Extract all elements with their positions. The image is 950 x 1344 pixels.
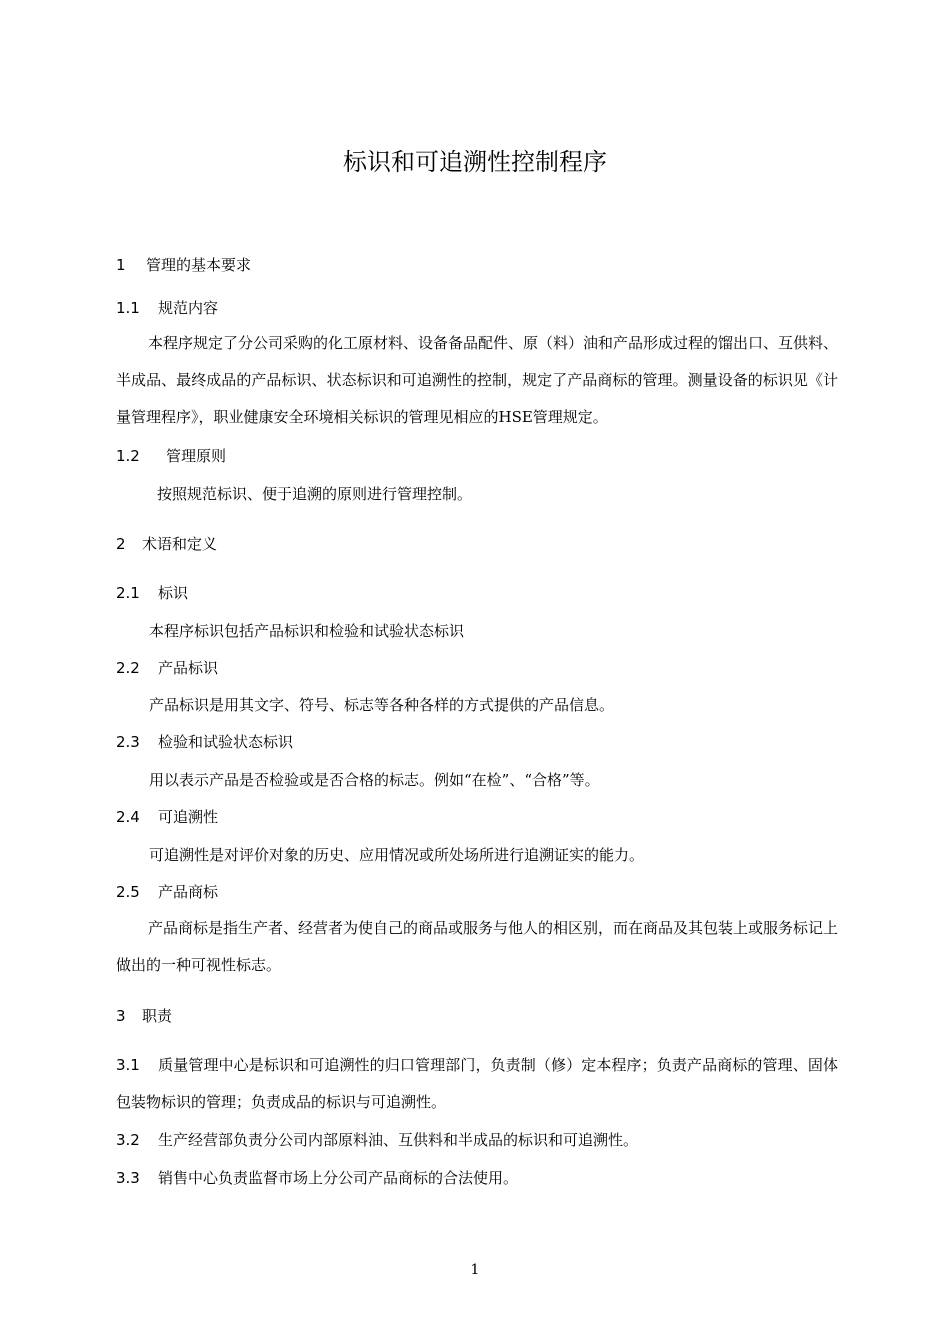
section-2-5-heading: [116, 882, 218, 902]
section-number: 3.3: [116, 1169, 140, 1187]
section-3-3-paragraph: [116, 1168, 518, 1188]
section-title: 管理的基本要求: [146, 256, 252, 274]
section-title: 产品商标: [158, 883, 219, 901]
section-3-heading: [116, 1006, 172, 1026]
section-3-1-paragraph: [116, 1047, 838, 1121]
paragraph-text: 生产经营部负责分公司内部原料油、互供料和半成品的标识和可追溯性。: [158, 1131, 639, 1149]
section-number: 1.2: [116, 447, 140, 465]
section-title: 标识: [158, 584, 189, 602]
section-2-heading: [116, 534, 217, 554]
section-2-2-heading: [116, 658, 218, 678]
section-title: 职责: [142, 1007, 173, 1025]
paragraph-text: 销售中心负责监督市场上分公司产品商标的合法使用。: [158, 1169, 519, 1187]
section-title: 检验和试验状态标识: [158, 733, 294, 751]
section-2-3-paragraph: 用以表示产品是否检验或是否合格的标志。例如“在检”、“合格”等。: [149, 771, 600, 789]
section-1-2-paragraph: 按照规范标识、便于追溯的原则进行管理控制。: [157, 485, 473, 503]
section-1-2-heading: [116, 446, 226, 466]
section-2-1-heading: [116, 583, 188, 603]
section-1-1-heading: [116, 298, 218, 318]
section-2-1-paragraph: 本程序标识包括产品标识和检验和试验状态标识: [149, 622, 465, 640]
paragraph-text: 质量管理中心是标识和可追溯性的归口管理部门，负责制（修）定本程序；负责产品商标的管理、固体包装物标识的管理；负责成品的标识与可追溯性。: [116, 1056, 838, 1111]
page-number: 1: [470, 1262, 480, 1278]
section-number: 3.1: [116, 1056, 140, 1074]
section-2-4-paragraph: 可追溯性是对评价对象的历史、应用情况或所处场所进行追溯证实的能力。: [149, 846, 645, 864]
section-number: 1: [116, 256, 126, 274]
section-number: 2.4: [116, 808, 140, 826]
section-2-5-paragraph: 产品商标是指生产者、经营者为使自己的商品或服务与他人的相区别，而在商品及其包装上或服务标记上做出的一种可视性标志。: [116, 919, 839, 974]
section-number: 3: [116, 1007, 126, 1025]
section-2-2-paragraph: 产品标识是用其文字、符号、标志等各种各样的方式提供的产品信息。: [149, 696, 615, 714]
section-title: 规范内容: [158, 299, 219, 317]
section-title: 术语和定义: [142, 535, 218, 553]
section-2-4-heading: [116, 807, 218, 827]
section-number: 3.2: [116, 1131, 140, 1149]
section-number: 2.2: [116, 659, 140, 677]
section-number: 2.5: [116, 883, 140, 901]
section-number: 2.1: [116, 584, 140, 602]
section-title: 管理原则: [166, 447, 227, 465]
document-title: 标识和可追溯性控制程序: [343, 148, 607, 176]
section-title: 产品标识: [158, 659, 219, 677]
section-2-3-heading: [116, 732, 293, 752]
section-number: 2: [116, 535, 126, 553]
section-number: 1.1: [116, 299, 140, 317]
section-1-heading: [116, 255, 251, 275]
section-3-2-paragraph: [116, 1130, 638, 1150]
section-title: 可追溯性: [158, 808, 219, 826]
section-number: 2.3: [116, 733, 140, 751]
section-1-1-paragraph: 本程序规定了分公司采购的化工原材料、设备备品配件、原（料）油和产品形成过程的馏出口、互供料、半成品、最终成品的产品标识、状态标识和可追溯性的控制，规定了产品商标的管理。测量设备的标识见《计量管理程序》，职业健康安全环境相关标识的管理见相应的HSE管理规定。: [116, 334, 839, 426]
